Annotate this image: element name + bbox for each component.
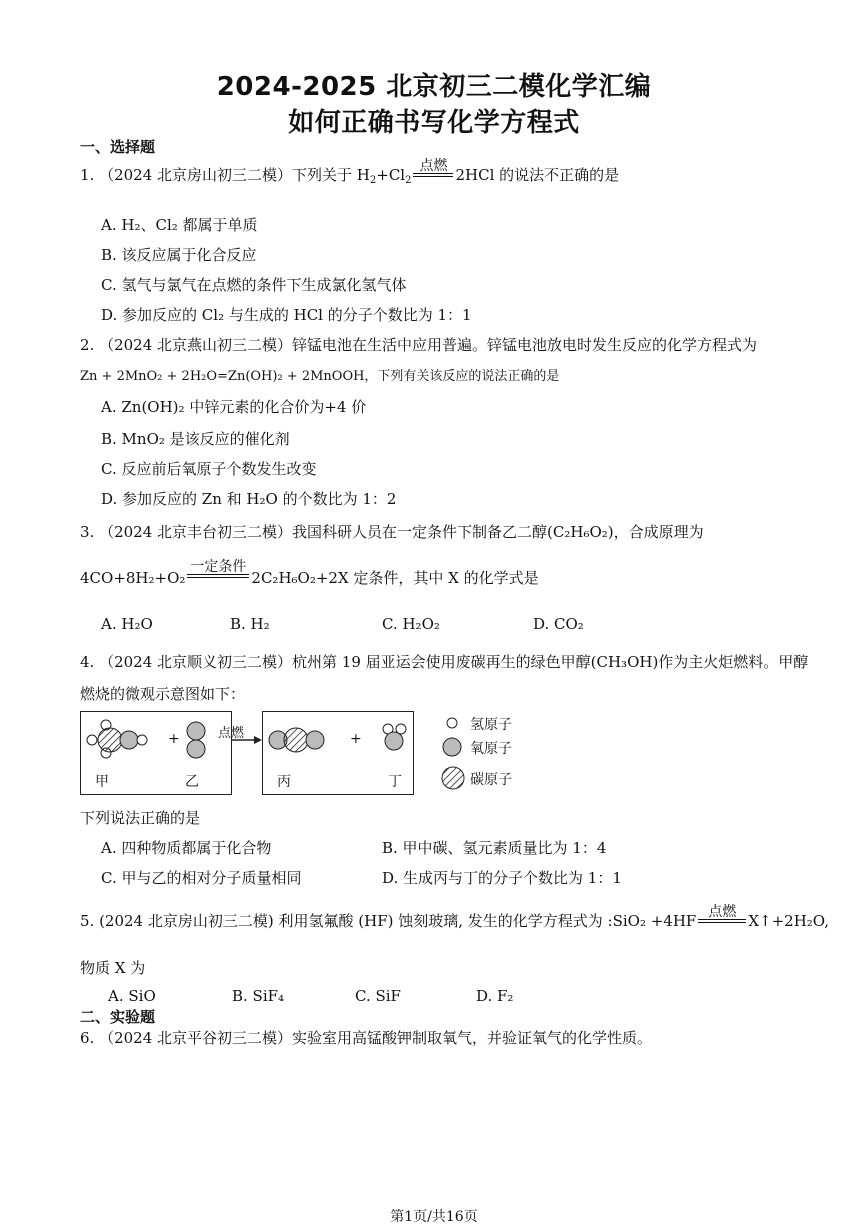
q4-option-c: C. 甲与乙的相对分子质量相同 — [101, 869, 302, 887]
q2-option-b: B. MnO₂ 是该反应的催化剂 — [101, 430, 290, 448]
q3-condition: 一定条件 — [187, 560, 249, 578]
legend-carbon-icon — [442, 767, 464, 789]
q5-option-d: D. F₂ — [476, 987, 514, 1005]
q3-option-b: B. H₂ — [230, 615, 270, 633]
carbon-dioxide-molecule — [269, 728, 324, 752]
legend-hydrogen: 氢原子 — [470, 717, 512, 733]
q1-option-b: B. 该反应属于化合反应 — [101, 246, 257, 264]
q2-option-a: A. Zn(OH)₂ 中锌元素的化合价为+4 价 — [101, 398, 367, 416]
methanol-molecule — [87, 720, 147, 758]
question-3-equation: 4CO+8H₂+O₂ 一定条件 2C₂H₆O₂+2X 定条件，其中 X 的化学式是 — [80, 559, 539, 587]
q5-condition: 点燃 — [698, 905, 746, 923]
q5-option-b: B. SiF₄ — [232, 987, 285, 1005]
question-5-stem: 5. (2024 北京房山初三二模) 利用氢氟酸 (HF) 蚀刻玻璃, 发生的化学方程式为 :SiO₂ +4HF 点燃 X↑+2H₂O, — [80, 904, 829, 930]
legend-hydrogen-icon — [447, 718, 457, 728]
q2-option-c: C. 反应前后氧原子个数发生改变 — [101, 460, 317, 478]
q5-option-c: C. SiF — [355, 987, 401, 1005]
title-line-1: 2024-2025 北京初三二模化学汇编 — [216, 72, 652, 102]
product-plus: + — [350, 731, 362, 747]
question-4-prompt: 下列说法正确的是 — [80, 809, 201, 827]
question-4-stem-line1: 4. （2024 北京顺义初三二模）杭州第 19 届亚运会使用废碳再生的绿色甲醇(CH₃OH)作为主火炬燃料。甲醇 — [80, 653, 809, 671]
q1-condition: 点燃 — [413, 159, 453, 177]
page-footer: 第1页/共16页 — [390, 1209, 478, 1225]
legend-oxygen-icon — [443, 738, 461, 756]
question-2-stem: 2. （2024 北京燕山初三二模）锌锰电池在生活中应用普遍。锌锰电池放电时发生反应的化学方程式为 — [80, 336, 758, 354]
q5-option-a: A. SiO — [108, 987, 156, 1005]
label-yi: 乙 — [185, 774, 199, 790]
question-1-stem: 1. （2024 北京房山初三二模）下列关于 $H_2+Cl_2$ 点燃 2HCl 的说法不正确的是 — [80, 158, 620, 186]
q2-option-d: D. 参加反应的 Zn 和 H₂O 的个数比为 1：2 — [101, 490, 397, 508]
q1-option-d: D. 参加反应的 Cl₂ 与生成的 HCl 的分子个数比为 1：1 — [101, 306, 472, 324]
q4-option-b: B. 甲中碳、氢元素质量比为 1：4 — [382, 839, 607, 857]
question-6-stem: 6. （2024 北京平谷初三二模）实验室用高锰酸钾制取氧气，并验证氧气的化学性质。 — [80, 1029, 653, 1047]
arrow-condition: 点燃 — [218, 726, 245, 741]
q1-option-a: A. H₂、Cl₂ 都属于单质 — [101, 216, 258, 234]
label-bing: 丙 — [277, 774, 291, 790]
q3-option-d: D. CO₂ — [533, 615, 584, 633]
q4-option-d: D. 生成丙与丁的分子个数比为 1：1 — [382, 869, 622, 887]
label-ding: 丁 — [388, 774, 402, 790]
q4-option-a: A. 四种物质都属于化合物 — [101, 839, 272, 857]
legend-carbon: 碳原子 — [470, 772, 512, 788]
legend-oxygen: 氧原子 — [470, 741, 512, 757]
question-3-stem: 3. （2024 北京丰台初三二模）我国科研人员在一定条件下制备乙二醇(C₂H₆O₂)，合成原理为 — [80, 523, 704, 541]
reactant-plus: + — [168, 731, 180, 747]
question-4-stem-line2: 燃烧的微观示意图如下： — [80, 685, 246, 703]
q1-option-c: C. 氢气与氯气在点燃的条件下生成氯化氢气体 — [101, 276, 407, 294]
oxygen-molecule — [187, 722, 205, 758]
water-molecule — [383, 724, 406, 750]
label-jia: 甲 — [95, 774, 109, 790]
section-heading-experiment: 二、实验题 — [80, 1008, 156, 1026]
question-2-equation: Zn + 2MnO₂ + 2H₂O=Zn(OH)₂ + 2MnOOH，下列有关该反应的说法正确的是 — [80, 369, 560, 384]
q3-option-c: C. H₂O₂ — [382, 615, 440, 633]
q3-option-a: A. H₂O — [101, 615, 153, 633]
section-heading-choice: 一、选择题 — [80, 138, 156, 156]
question-5-line2: 物质 X 为 — [80, 959, 146, 977]
title-line-2: 如何正确书写化学方程式 — [288, 108, 580, 138]
